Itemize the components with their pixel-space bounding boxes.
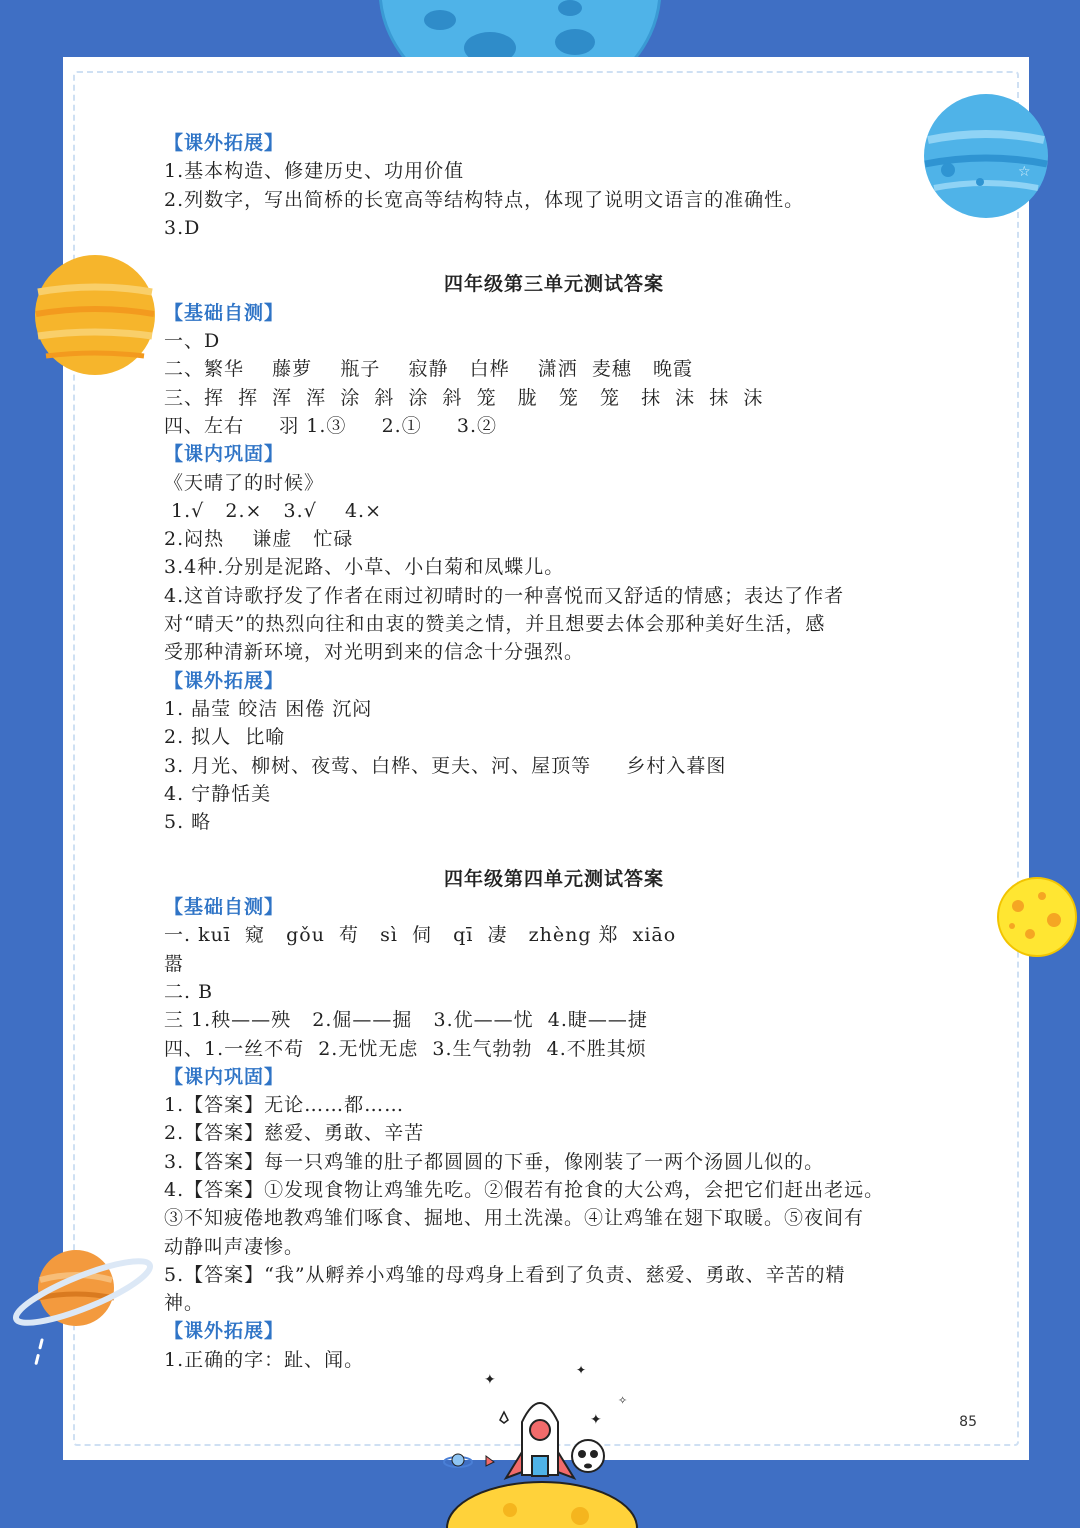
answer-line: 4.这首诗歌抒发了作者在雨过初晴时的一种喜悦而又舒适的情感；表达了作者 <box>164 584 845 607</box>
answer-line: 2.列数字，写出简桥的长宽高等结构特点，体现了说明文语言的准确性。 <box>164 188 805 211</box>
blank-line <box>164 836 944 864</box>
answer-line: 1.基本构造、修建历史、功用价值 <box>164 160 465 183</box>
answer-line: 4.【答案】①发现食物让鸡雏先吃。②假若有抢食的大公鸡，会把它们赶出老远。 <box>164 1178 885 1201</box>
rocket-illustration <box>430 1360 650 1528</box>
answer-line: 一、D <box>164 330 221 353</box>
answer-line: 二、繁华 藤萝 瓶子 寂静 白桦 潇洒 麦穗 晚霞 <box>164 358 693 381</box>
unit-title: 四年级第三单元测试答案 <box>443 273 664 296</box>
answer-line: 受那种清新环境，对光明到来的信念十分强烈。 <box>164 641 585 664</box>
answer-line: 三 1.秧——殃 2.倔——掘 3.优——忧 4.睫——捷 <box>164 1009 648 1032</box>
answer-line: 二. B <box>164 980 214 1003</box>
svg-text:✦: ✦ <box>576 1363 587 1377</box>
svg-text:✦: ✦ <box>484 1372 496 1388</box>
blank-line <box>164 242 944 270</box>
answer-line: 3.【答案】每一只鸡雏的肚子都圆圆的下垂，像刚装了一两个汤圆儿似的。 <box>164 1150 825 1173</box>
answer-line: 1. 晶莹 皎洁 困倦 沉闷 <box>164 697 373 720</box>
blue-planet-illustration <box>920 90 1052 222</box>
answer-line: 5.【答案】“我”从孵养小鸡雏的母鸡身上看到了负责、慈爱、勇敢、辛苦的精 <box>164 1263 846 1286</box>
answer-line: ③不知疲倦地教鸡雏们啄食、掘地、用土洗澡。④让鸡雏在翅下取暖。⑤夜间有 <box>164 1207 865 1230</box>
section-heading: 【课外拓展】 <box>164 669 285 692</box>
answer-line: 对“晴天”的热烈向往和由衷的赞美之情，并且想要去体会那种美好生活，感 <box>164 613 826 636</box>
section-heading: 【课内巩固】 <box>164 1065 285 1088</box>
answer-line: 三、挥 挥 浑 浑 涂 斜 涂 斜 笼 胧 笼 笼 抹 沫 抹 沫 <box>164 386 764 409</box>
svg-text:☆: ☆ <box>1018 164 1031 180</box>
answer-line: 2.闷热 谦虚 忙碌 <box>164 528 354 551</box>
page-number: 85 <box>959 1414 977 1430</box>
answer-line: 动静叫声凄惨。 <box>164 1235 305 1258</box>
orange-planet-illustration <box>32 252 158 378</box>
answer-line: 1.【答案】无论……都…… <box>164 1094 405 1117</box>
answer-line: 1.正确的字：趾、闻。 <box>164 1348 365 1371</box>
answer-line: 四、1.一丝不苟 2.无忧无虑 3.生气勃勃 4.不胜其烦 <box>164 1037 647 1060</box>
answer-line: 3.4种.分别是泥路、小草、小白菊和凤蝶儿。 <box>164 556 565 579</box>
unit-title: 四年级第四单元测试答案 <box>443 867 664 890</box>
answer-line: 四、左右 羽 1.③ 2.① 3.② <box>164 414 498 437</box>
answer-line: 2. 拟人 比喻 <box>164 726 286 749</box>
answer-line: 一. kuī 窥 gǒu 苟 sì 伺 qī 凄 zhèng 郑 xiāo <box>164 924 677 947</box>
page-sheet <box>63 57 1029 1460</box>
section-heading: 【基础自测】 <box>164 896 285 919</box>
answer-content <box>164 129 944 1374</box>
answer-line: 嚣 <box>164 952 185 975</box>
svg-text:✦: ✦ <box>590 1412 602 1428</box>
svg-text:✧: ✧ <box>618 1394 628 1407</box>
yellow-planet-illustration <box>996 876 1078 958</box>
answer-line: 3.D <box>164 216 201 239</box>
section-heading: 【课外拓展】 <box>164 132 285 154</box>
answer-line: 神。 <box>164 1292 205 1315</box>
answer-line: 3. 月光、柳树、夜莺、白桦、更夫、河、屋顶等 乡村入暮图 <box>164 754 727 777</box>
section-heading: 【基础自测】 <box>164 301 285 324</box>
answer-line: 《天晴了的时候》 <box>164 471 325 494</box>
answer-line: 2.【答案】慈爱、勇敢、辛苦 <box>164 1122 425 1145</box>
section-heading: 【课外拓展】 <box>164 1320 285 1343</box>
answer-line: 1.√ 2.× 3.√ 4.× <box>164 499 383 522</box>
answer-line: 4. 宁静恬美 <box>164 782 272 805</box>
section-heading: 【课内巩固】 <box>164 443 285 466</box>
answer-line: 5. 略 <box>164 811 212 834</box>
ringed-planet-illustration <box>8 1240 158 1370</box>
